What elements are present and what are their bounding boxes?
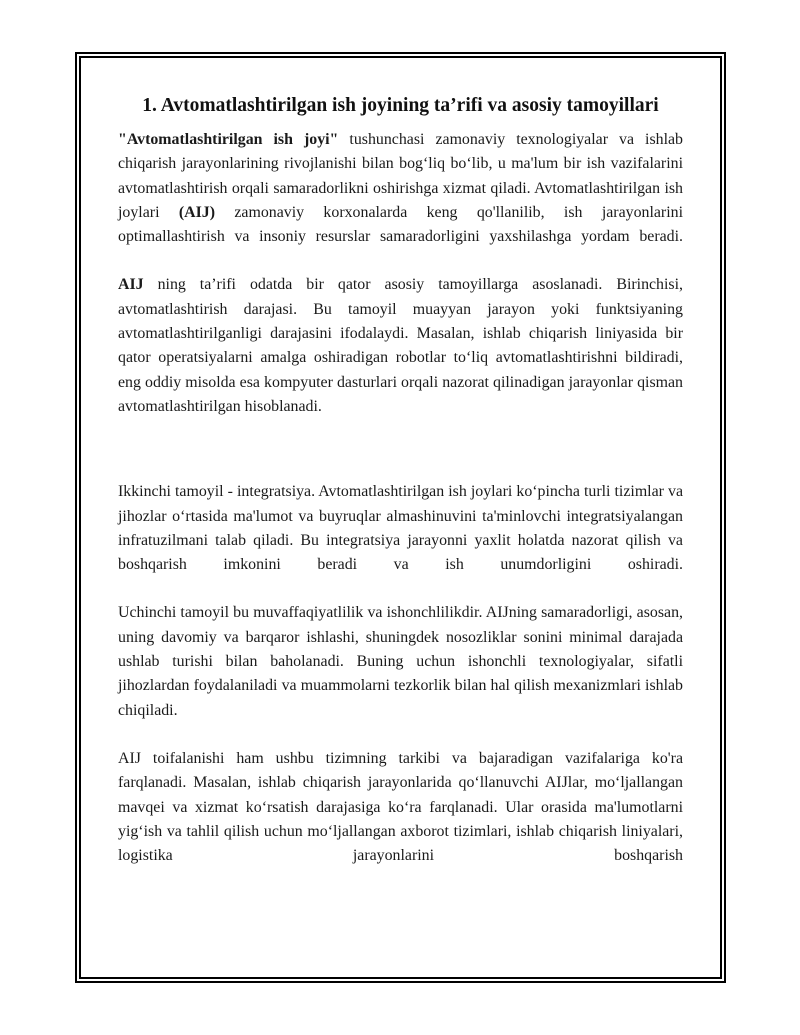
paragraph-gap <box>118 723 683 747</box>
paragraph-3: Ikkinchi tamoyil - integratsiya. Avtomatlashtirilgan ish joylari ko‘pincha turli tizimlar va jihozlar o‘rtasida ma'lumot va buyruqlar almashinuvini ta'minlovchi integratsiyalangan infratuzilmani talab qiladi. Bu integratsiya jarayonni yaxlit holatda nazorat qilish va boshqarish imkonini beradi va ish unumdorligini oshiradi. <box>118 483 683 574</box>
paragraph-2 <box>118 273 683 419</box>
paragraph-gap <box>118 577 683 601</box>
paragraph-4: Uchinchi tamoyil bu muvaffaqiyatlilik va ishonchlilikdir. AIJning samaradorligi, asosan, uning davomiy va barqaror ishlashi, shuningdek nosozliklar sonini minimal darajada ushlab turishi bilan baholanadi. Buning uchun ishonchli texnologiyalar, sifatli jihozlardan foydalaniladi va muammolarni tezkorlik bilan hal qilish mexanizmlari ishlab chiqiladi. <box>118 604 683 719</box>
paragraph-1-text-b: zamonaviy korxonalarda keng qo'llanilib, ish jarayonlarini optimallashtirish va insoniy resurslar samaradorligini yaxshilashga yordam beradi. <box>118 203 683 246</box>
term-bold: "Avtomatlashtirilgan ish joyi" <box>118 131 339 148</box>
paragraph-1-text-a: tushunchasi zamonaviy texnologiyalar va ishlab chiqarish jarayonlarining rivojlanishi bilan bog‘liq bo‘lib, u ma'lum bir ish vazifalarini avtomatlashtirish orqali samaradorlikni oshirishga xizmat qiladi. Avtomatlashtirilgan ish joylari <box>118 131 683 221</box>
paragraph-5: AIJ toifalanishi ham ushbu tizimning tarkibi va bajaradigan vazifalariga ko'ra farqlanadi. Masalan, ishlab chiqarish jarayonlarida qo‘llanuvchi AIJlar, mo‘ljallangan mavqei va xizmat ko‘rsatish darajasiga ko‘ra farqlanadi. Ular orasida ma'lumotlarni yig‘ish va tahlil qilish uchun mo‘ljallangan axborot tizimlari, ishlab chiqarish liniyalari, logistika jarayonlarini boshqarish <box>118 749 683 865</box>
section-title: 1. Avtomatlashtirilgan ish joyining ta’rifi va asosiy tamoyillari <box>142 95 659 116</box>
paragraph-2-text: ning ta’rifi odatda bir qator asosiy tamoyillarga asoslanadi. Birinchisi, avtomatlashtirish darajasi. Bu tamoyil muayyan jarayon yoki funktsiyaning avtomatlashtirilganligi darajasini ifodalaydi. Masalan, ishlab chiqarish liniyasida bir qator operatsiyalarni amalga oshiradigan robotlar to‘liq avtomatlashtirishni bildiradi, eng oddiy misolda esa kompyuter dasturlari orqali nazorat qilinadigan jarayonlar qisman avtomatlashtirilgan hisoblanadi. <box>118 276 683 415</box>
document-body <box>118 92 683 868</box>
paragraph-gap <box>118 249 683 273</box>
lead-bold: AIJ <box>118 276 144 294</box>
paragraph-gap <box>118 419 683 480</box>
abbr-bold: (AIJ) <box>178 203 216 221</box>
paragraph-1 <box>118 128 683 249</box>
